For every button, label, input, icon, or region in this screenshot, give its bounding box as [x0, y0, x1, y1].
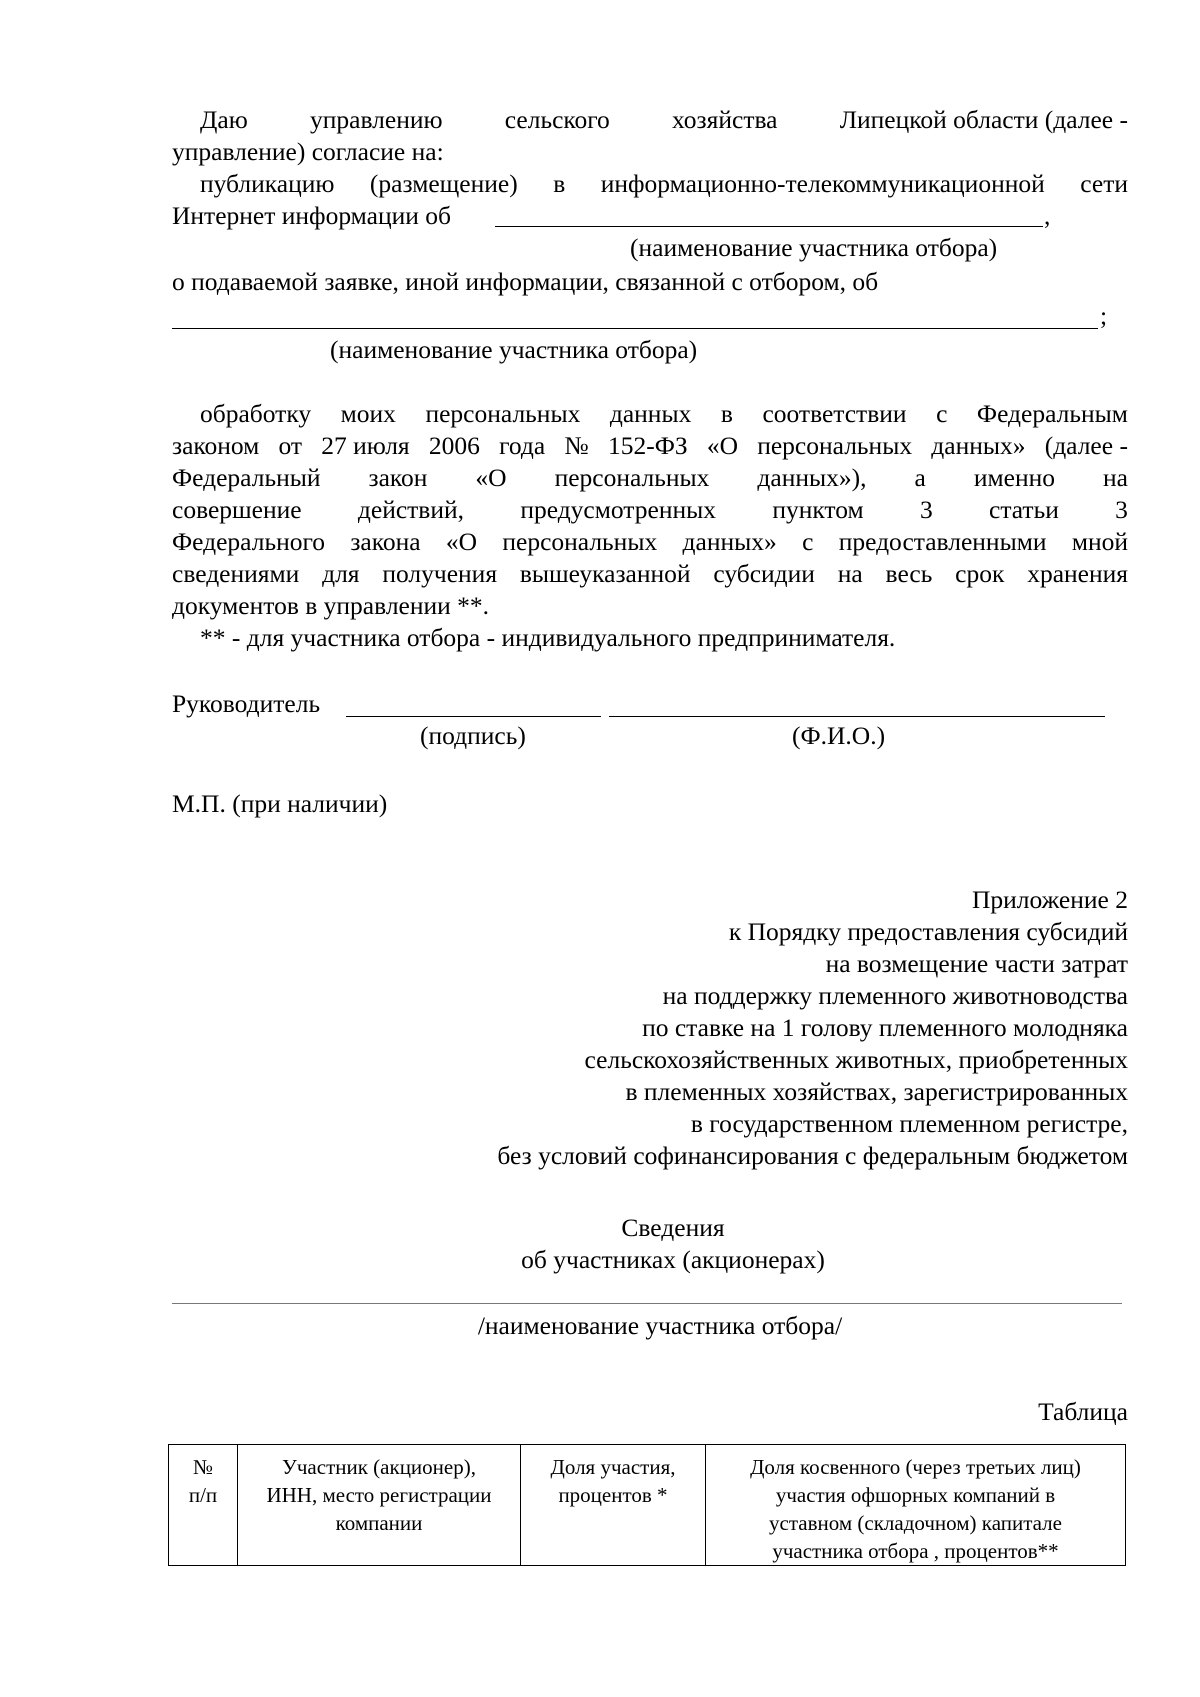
word: получения — [382, 559, 498, 588]
col-participant-header — [238, 1445, 521, 1566]
word: публикацию — [200, 169, 335, 198]
word: срок — [955, 559, 1005, 588]
appendix-line-3: на возмещение части затрат — [825, 949, 1128, 978]
col-offshore-share-header — [706, 1445, 1126, 1566]
signatory-role: Руководитель — [172, 689, 321, 718]
word: именно — [973, 463, 1055, 492]
appendix-line-6: сельскохозяйственных животных, приобретенных — [584, 1045, 1128, 1074]
word: информационно-телекоммуникационной — [600, 169, 1045, 198]
word: предусмотренных — [520, 495, 716, 524]
word: совершение — [172, 495, 302, 524]
word: (далее - — [1044, 431, 1128, 460]
word: сети — [1080, 169, 1128, 198]
word: Федеральным — [976, 399, 1128, 428]
word: 2006 — [428, 431, 480, 460]
word: данных» — [931, 431, 1026, 460]
header-text: участия офшорных компаний в — [775, 1483, 1056, 1507]
processing-line-2 — [172, 430, 1128, 462]
word: № — [564, 431, 589, 460]
word: для — [322, 559, 360, 588]
word: законом — [172, 431, 260, 460]
word: действий, — [357, 495, 465, 524]
table-label: Таблица — [1038, 1397, 1128, 1426]
word: весь — [885, 559, 933, 588]
header-text: Участник (акционер), — [282, 1455, 476, 1479]
header-text: Доля участия, — [550, 1455, 676, 1479]
word: статьи — [989, 495, 1059, 524]
word: вышеуказанной — [519, 559, 691, 588]
processing-line-6 — [172, 558, 1128, 590]
appendix-line-4: на поддержку племенного животноводства — [662, 981, 1128, 1010]
header-text: п/п — [188, 1483, 218, 1507]
col-share-header — [521, 1445, 706, 1566]
word: сведениями — [172, 559, 300, 588]
caption-participant-name-3: /наименование участника отбора/ — [477, 1311, 843, 1340]
publication-line-1 — [200, 168, 1128, 200]
caption-signature: (подпись) — [420, 721, 526, 750]
word: года — [499, 431, 546, 460]
processing-line-7: документов в управлении **. — [172, 591, 490, 620]
word: персональных — [554, 463, 710, 492]
word: Федерального — [172, 527, 326, 556]
full-name-blank — [609, 716, 1105, 717]
signature-blank — [346, 716, 601, 717]
header-text: Доля косвенного (через третьих лиц) — [750, 1455, 1081, 1479]
word: в — [720, 399, 733, 428]
word: обработку — [200, 399, 312, 428]
word: управлению — [309, 105, 443, 134]
word: «О — [445, 527, 478, 556]
appendix-line-5: по ставке на 1 голову племенного молодняка — [642, 1013, 1128, 1042]
word: в — [553, 169, 566, 198]
word: хранения — [1027, 559, 1128, 588]
word: сельского — [504, 105, 610, 134]
word: Липецкой области (далее - — [839, 105, 1128, 134]
caption-participant-name-2: (наименование участника отбора) — [330, 335, 698, 364]
word: от — [278, 431, 303, 460]
processing-line-1 — [200, 398, 1128, 430]
word: с — [802, 527, 814, 556]
table-header-row — [169, 1445, 1126, 1566]
word: данных» — [682, 527, 777, 556]
stamp-place: М.П. (при наличии) — [172, 789, 388, 818]
caption-full-name: (Ф.И.О.) — [792, 721, 886, 750]
participant-name-blank-2 — [172, 328, 1098, 329]
word: с — [936, 399, 948, 428]
word: на — [837, 559, 863, 588]
word: хозяйства — [672, 105, 778, 134]
word: данных»), — [757, 463, 867, 492]
word: 3 — [1115, 495, 1128, 524]
semicolon: ; — [1100, 301, 1108, 330]
header-text: ИНН, место регистрации — [266, 1483, 492, 1507]
word: пунктом — [772, 495, 864, 524]
appendix-line-7: в племенных хозяйствах, зарегистрированных — [625, 1077, 1128, 1106]
word: (размещение) — [369, 169, 518, 198]
word: 3 — [919, 495, 933, 524]
word: соответствии — [762, 399, 907, 428]
word: персональных — [757, 431, 913, 460]
word: предоставленными — [838, 527, 1047, 556]
word: персональных — [502, 527, 658, 556]
col-number-header — [169, 1445, 238, 1566]
word: Федеральный — [172, 463, 321, 492]
processing-line-3 — [172, 462, 1128, 494]
footnote: ** - для участника отбора - индивидуального предпринимателя. — [200, 623, 896, 652]
word: на — [1103, 463, 1128, 492]
consent-line-2: управление) согласие на: — [172, 137, 444, 166]
word: субсидии — [713, 559, 815, 588]
processing-line-5 — [172, 526, 1128, 558]
header-text: участника отбора , процентов** — [772, 1539, 1059, 1563]
info-title: Сведения — [621, 1213, 725, 1242]
word: данных — [609, 399, 692, 428]
participants-table — [168, 1444, 1126, 1566]
application-info-line: о подаваемой заявке, иной информации, связанной с отбором, об — [172, 267, 879, 296]
participant-name-blank-1 — [495, 226, 1043, 227]
comma: , — [1044, 201, 1051, 230]
word: моих — [340, 399, 396, 428]
participant-name-rule — [172, 1303, 1122, 1304]
word: 27 июля — [321, 431, 410, 460]
word: мной — [1071, 527, 1128, 556]
caption-participant-name-1: (наименование участника отбора) — [630, 233, 998, 262]
appendix-line-2: к Порядку предоставления субсидий — [728, 917, 1128, 946]
appendix-line-8: в государственном племенном регистре, — [690, 1109, 1128, 1138]
processing-line-4 — [172, 494, 1128, 526]
word: а — [914, 463, 926, 492]
appendix-line-9: без условий софинансирования с федеральным бюджетом — [497, 1141, 1128, 1170]
appendix-line-1: Приложение 2 — [972, 885, 1128, 914]
consent-line-1 — [200, 104, 1128, 136]
word: «О — [475, 463, 507, 492]
word: закон — [368, 463, 428, 492]
header-text: компании — [335, 1511, 423, 1535]
word: персональных — [425, 399, 581, 428]
word: 152-ФЗ — [607, 431, 688, 460]
header-text: процентов * — [558, 1483, 668, 1507]
info-subtitle: об участниках (акционерах) — [521, 1245, 825, 1274]
word: Даю — [200, 105, 248, 134]
word: закона — [350, 527, 421, 556]
header-text: уставном (складочном) капитале — [769, 1511, 1062, 1535]
word: «О — [706, 431, 739, 460]
publication-line-2-text: Интернет информации об — [172, 201, 452, 230]
header-text: № — [192, 1455, 214, 1479]
